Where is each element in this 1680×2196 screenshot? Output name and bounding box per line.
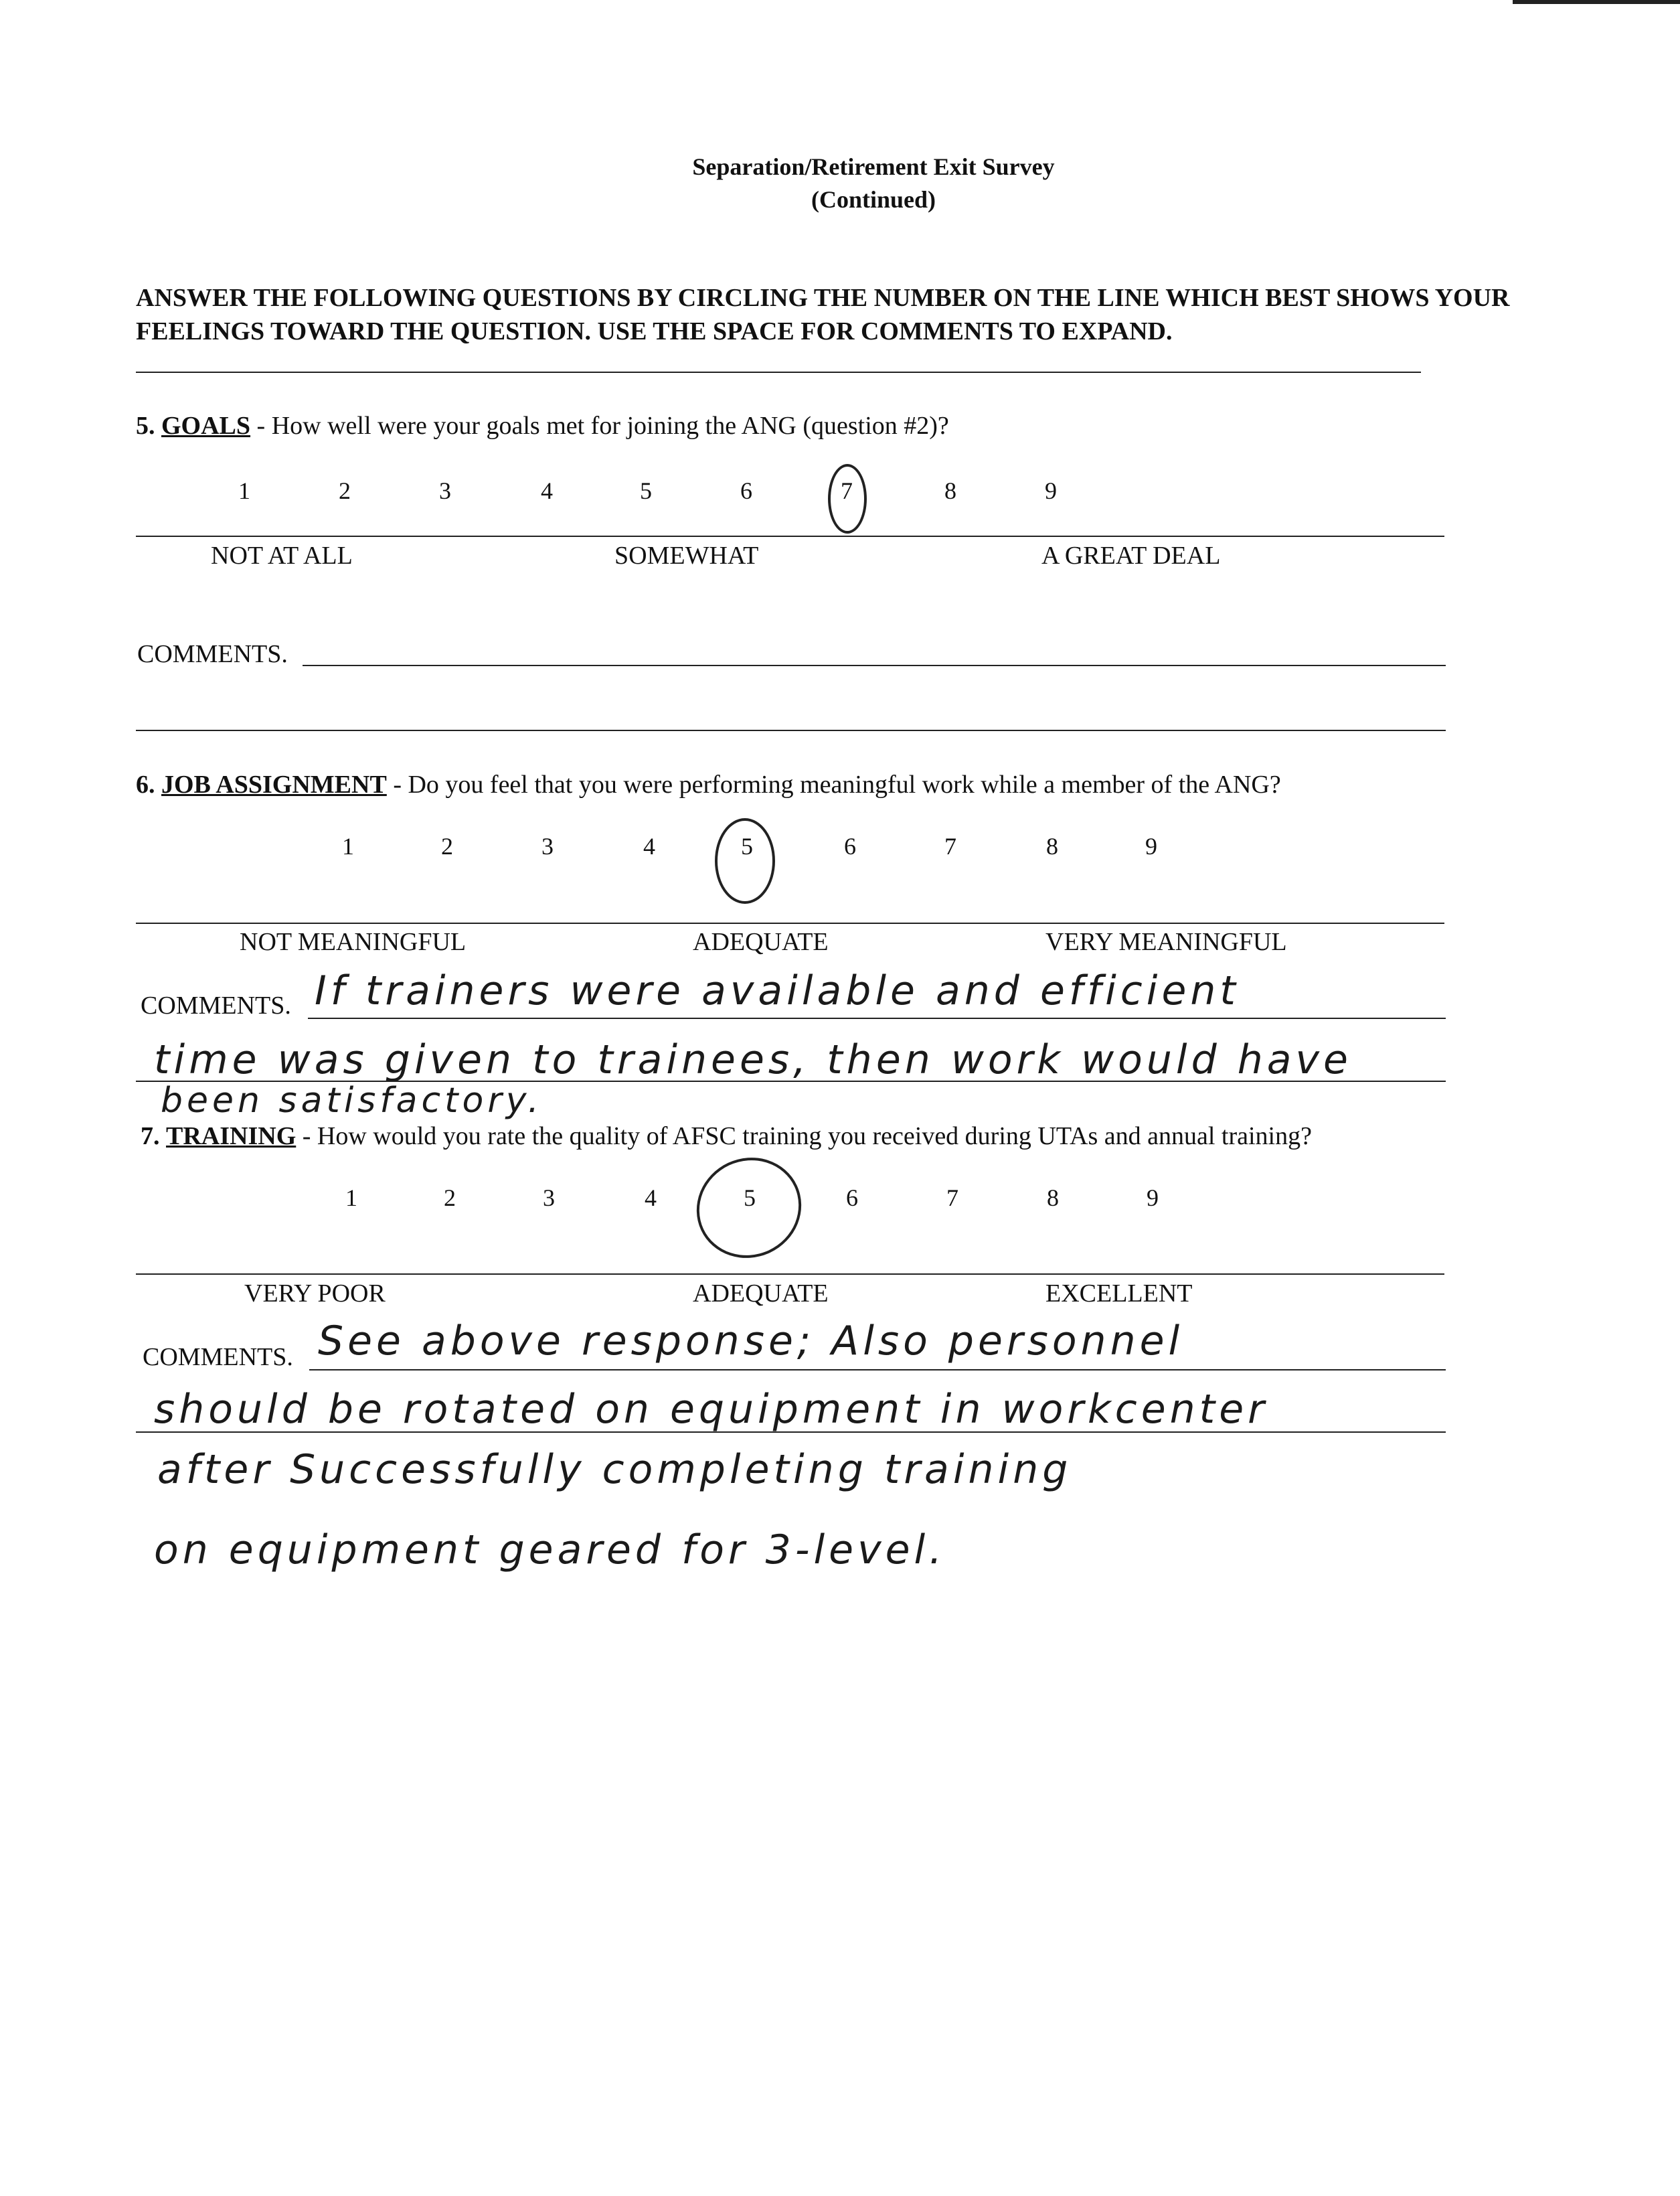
scale-number[interactable]: 2 xyxy=(444,1184,456,1211)
anchor-low: NOT AT ALL xyxy=(211,542,353,570)
handwritten-comment: If trainers were available and efficient xyxy=(315,967,1240,1014)
question-6 xyxy=(136,770,1281,799)
survey-subtitle: (Continued) xyxy=(811,186,936,213)
comment-line xyxy=(309,1369,1446,1370)
instructions: ANSWER THE FOLLOWING QUESTIONS BY CIRCLING THE NUMBER ON THE LINE WHICH BEST SHOWS YOUR FEELINGS TOWARD THE QUESTION. USE THE SPACE FOR COMMENTS TO EXPAND. xyxy=(136,284,1510,345)
handwritten-comment: been satisfactory. xyxy=(161,1081,543,1121)
anchor-high: A GREAT DEAL xyxy=(1041,542,1221,570)
scale-number[interactable]: 2 xyxy=(441,833,453,860)
scale-number[interactable]: 8 xyxy=(1046,833,1058,860)
anchor-low: NOT MEANINGFUL xyxy=(240,928,467,956)
scale-number[interactable]: 6 xyxy=(846,1184,858,1211)
scale-number[interactable]: 1 xyxy=(345,1184,357,1211)
handwritten-comment: after Successfully completing training xyxy=(157,1446,1072,1493)
comment-line xyxy=(303,665,1446,666)
scale-number[interactable]: 1 xyxy=(238,477,250,504)
comment-line xyxy=(136,1431,1446,1433)
scale-number[interactable]: 9 xyxy=(1045,477,1057,504)
question-5-text: - How well were your goals met for joining the ANG (question #2)? xyxy=(250,412,949,440)
question-7-text: - How would you rate the quality of AFSC training you received during UTAs and annual training? xyxy=(296,1122,1312,1150)
scale-line xyxy=(136,923,1444,924)
scale-number[interactable]: 7 xyxy=(944,833,956,860)
scale-number[interactable]: 9 xyxy=(1145,833,1157,860)
scale-line xyxy=(136,536,1444,537)
anchor-high: EXCELLENT xyxy=(1045,1279,1193,1308)
scale-number[interactable]: 4 xyxy=(643,833,655,860)
divider xyxy=(136,372,1421,373)
scale-number[interactable]: 6 xyxy=(740,477,752,504)
question-7-topic: TRAINING xyxy=(166,1122,297,1150)
scale-number[interactable]: 1 xyxy=(342,833,354,860)
scale-number[interactable]: 2 xyxy=(339,477,351,504)
scan-edge-mark xyxy=(1513,0,1680,4)
anchor-high: VERY MEANINGFUL xyxy=(1045,928,1287,956)
scale-number[interactable]: 3 xyxy=(439,477,451,504)
question-7 xyxy=(141,1121,1312,1151)
question-6-topic: JOB ASSIGNMENT xyxy=(161,771,387,799)
scale-number-selected[interactable]: 7 xyxy=(841,477,853,504)
scale-number[interactable]: 4 xyxy=(541,477,553,504)
question-6-text: - Do you feel that you were performing meaningful work while a member of the ANG? xyxy=(386,771,1281,799)
comment-line xyxy=(308,1018,1446,1019)
scale-number[interactable]: 6 xyxy=(844,833,856,860)
question-6-number: 6. xyxy=(136,771,155,799)
comment-line xyxy=(136,730,1446,731)
survey-title: Separation/Retirement Exit Survey xyxy=(692,153,1055,180)
handwritten-comment: See above response; Also personnel xyxy=(318,1318,1184,1364)
question-7-number: 7. xyxy=(141,1122,160,1150)
scale-number[interactable]: 4 xyxy=(645,1184,657,1211)
rating-scale-q6 xyxy=(0,832,1680,872)
anchor-mid: SOMEWHAT xyxy=(614,542,759,570)
question-5-number: 5. xyxy=(136,412,155,440)
question-5 xyxy=(136,411,949,441)
scale-number[interactable]: 3 xyxy=(541,833,554,860)
handwritten-comment: time was given to trainees, then work would have xyxy=(154,1036,1352,1083)
scale-line xyxy=(136,1273,1444,1275)
scale-number[interactable]: 9 xyxy=(1147,1184,1159,1211)
scale-number[interactable]: 3 xyxy=(543,1184,555,1211)
handwritten-comment: should be rotated on equipment in workcenter xyxy=(154,1386,1268,1433)
scale-number[interactable]: 7 xyxy=(946,1184,958,1211)
comments-label: COMMENTS. xyxy=(143,1343,293,1371)
anchor-mid: ADEQUATE xyxy=(693,928,829,956)
question-5-topic: GOALS xyxy=(161,412,251,440)
anchor-mid: ADEQUATE xyxy=(693,1279,829,1308)
rating-scale-q7 xyxy=(0,1184,1680,1224)
comments-label: COMMENTS. xyxy=(141,992,291,1020)
scale-number-selected[interactable]: 5 xyxy=(744,1184,756,1211)
anchor-low: VERY POOR xyxy=(244,1279,386,1308)
handwritten-comment: on equipment geared for 3-level. xyxy=(154,1526,946,1573)
answer-circle xyxy=(680,1141,818,1275)
scale-number[interactable]: 8 xyxy=(944,477,956,504)
comments-label: COMMENTS. xyxy=(137,640,288,668)
answer-circle xyxy=(828,464,867,534)
answer-circle xyxy=(715,818,775,904)
scale-number[interactable]: 5 xyxy=(640,477,652,504)
scale-number-selected[interactable]: 5 xyxy=(741,833,753,860)
scale-number[interactable]: 8 xyxy=(1047,1184,1059,1211)
